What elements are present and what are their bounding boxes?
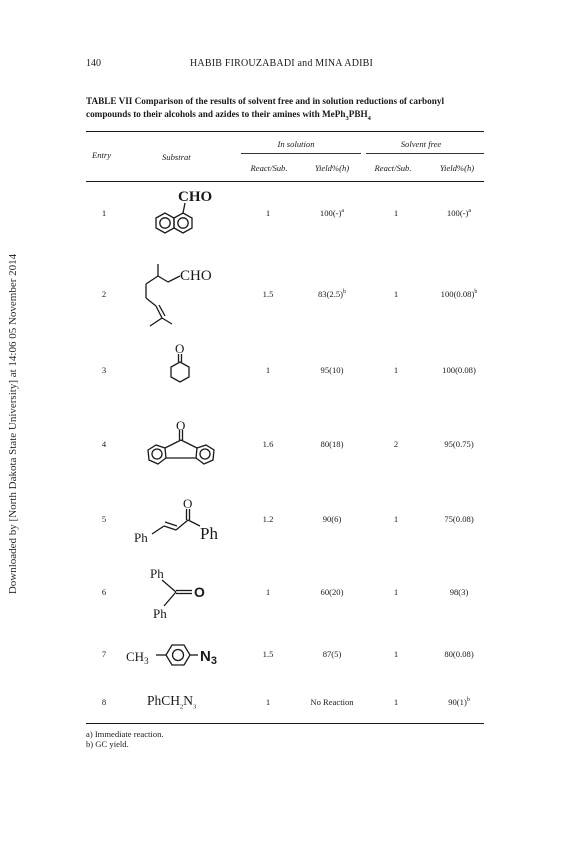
cell-yield-solution: 90(6) [322,514,342,524]
cell-react-sub-solvent-free: 1 [393,697,399,707]
footnote-mark: b [466,697,470,704]
cell-react-sub-solution: 1 [265,587,271,597]
azide-label [200,648,217,667]
table-bottom-rule [86,723,484,724]
phenyl-label: Ph [200,524,218,543]
group-solvent-free: Solvent free [400,139,442,149]
group-line-solution [241,153,361,154]
page-header [86,58,484,72]
table-caption [86,95,488,125]
cell-yield-solvent-free [441,289,478,299]
oxygen-label: O [176,418,186,433]
oxygen-label: O [183,496,193,511]
formula-part: N [183,693,194,708]
structure-chalcone [130,494,240,550]
cell-yield-solvent-free: 98(3) [449,587,469,597]
structure-citronellal [128,256,228,336]
cell-entry: 6 [101,587,107,597]
cell-react-sub-solvent-free: 1 [393,514,399,524]
footnote-mark: a [468,208,472,215]
cell-react-sub-solvent-free: 1 [393,365,399,375]
footnote-b: b) GC yield. [86,739,129,749]
cell-entry: 4 [101,439,107,449]
table-footnotes [86,729,164,749]
footnote-mark: b [474,289,478,296]
footnote-a: a) Immediate reaction. [86,729,164,739]
footnote-mark: b [343,289,347,296]
cho-label: CHO [180,268,212,284]
caption-text: TABLE VII Comparison of the results of solvent free and in solution reductions of carbonyl compounds to their alcohols and azides to their amines with MePh [86,96,445,119]
cell-entry: 2 [101,289,107,299]
cell-react-sub-solution: 1 [265,365,271,375]
download-watermark [6,174,20,674]
cell-yield-solution: No Reaction [310,697,354,707]
table-header-rule [86,181,484,182]
oxygen-label: O [194,584,205,600]
cell-entry: 7 [101,649,107,659]
cell-react-sub-solution: 1.5 [262,649,274,659]
cell-yield-solvent-free: 95(0.75) [444,439,474,449]
azide-n: N [200,648,211,665]
formula-subscript: 2 [180,703,184,711]
cell-entry: 5 [101,514,107,524]
table-top-rule [86,131,484,132]
methyl-label [126,649,149,666]
cell-react-sub-solvent-free: 1 [393,289,399,299]
cell-react-sub-solution: 1 [265,697,271,707]
formula-part: PhCH [147,693,181,708]
cell-react-sub-solution: 1 [265,208,271,218]
azide-subscript: 3 [210,655,217,667]
col-yield-solvent-free: Yield%(h) [439,163,475,173]
caption-sub-3: 3 [345,114,349,122]
watermark-text: Downloaded by [North Dakota State University] at 14:06 05 November 2014 [7,253,19,595]
yield-value: 100(-) [319,208,342,218]
group-line-solvent-free [366,153,484,154]
methyl-subscript: 3 [144,656,149,666]
cell-react-sub-solvent-free: 1 [393,208,399,218]
cell-yield-solution [320,208,344,218]
methyl-ch: CH [126,649,145,664]
cell-react-sub-solution: 1.5 [262,289,274,299]
caption-sub-4: 4 [367,114,371,122]
col-substrat: Substrat [162,152,191,162]
caption-text-mid: PBH [348,109,368,119]
oxygen-label: O [175,341,185,356]
cell-yield-solvent-free [448,697,470,707]
running-head: HABIB FIROUZABADI and MINA ADIBI [190,58,374,69]
group-in-solution: In solution [277,139,315,149]
yield-value: 83(2.5) [317,289,344,299]
cell-yield-solution: 95(10) [320,365,344,375]
cell-entry: 3 [101,365,107,375]
structure-naphthaldehyde [136,186,213,242]
cell-yield-solvent-free: 80(0.08) [444,649,474,659]
col-react-sub-solvent-free: React/Sub. [374,163,412,173]
cell-react-sub-solution: 1.6 [262,439,274,449]
cho-label: CHO [178,189,213,205]
cell-yield-solvent-free [447,208,471,218]
col-react-sub-solution: React/Sub. [250,163,288,173]
cell-yield-solution [318,289,346,299]
structure-tolyl-azide [124,638,240,672]
cell-react-sub-solution: 1.2 [262,514,274,524]
phenyl-label: Ph [150,566,164,581]
cell-entry: 8 [101,697,107,707]
structure-cyclohexanone [160,342,200,392]
formula-subscript: 3 [193,703,197,711]
cell-yield-solution: 87(5) [322,649,342,659]
structure-fluorenone [136,418,226,474]
cell-yield-solvent-free: 100(0.08) [442,365,476,375]
yield-value: 90(1) [448,697,467,707]
cell-react-sub-solvent-free: 1 [393,587,399,597]
cell-yield-solution: 80(18) [320,439,344,449]
cell-yield-solution: 60(20) [320,587,344,597]
yield-value: 100(0.08) [440,289,475,299]
cell-react-sub-solvent-free: 1 [393,649,399,659]
col-entry: Entry [92,150,112,160]
structure-benzyl-azide [147,693,196,711]
yield-value: 100(-) [446,208,469,218]
cell-react-sub-solvent-free: 2 [393,439,399,449]
page-number: 140 [86,58,101,69]
structure-benzophenone [144,562,224,626]
footnote-mark: a [341,208,345,215]
col-yield-solution: Yield%(h) [314,163,350,173]
phenyl-label: Ph [134,530,148,545]
cell-yield-solvent-free: 75(0.08) [444,514,474,524]
phenyl-label: Ph [153,606,167,621]
cell-entry: 1 [101,208,107,218]
